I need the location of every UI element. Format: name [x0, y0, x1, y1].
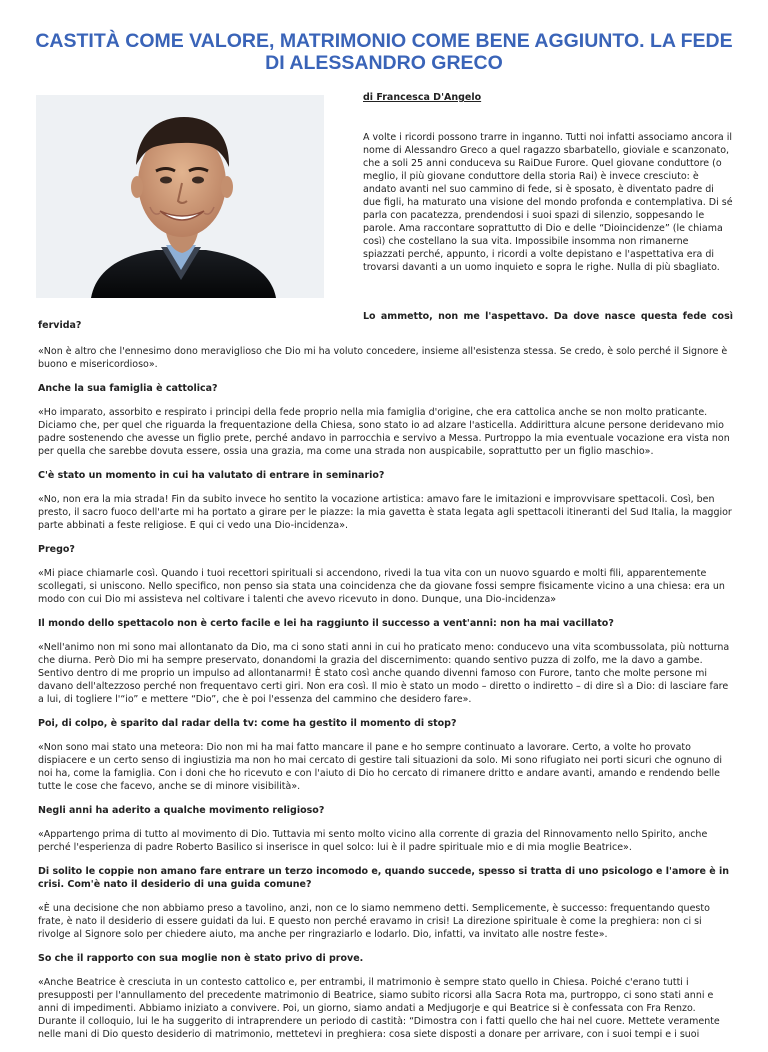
interview-answer: «Anche Beatrice è cresciuta in un contesto cattolico e, per entrambi, il matrimonio è sempre stato quello in Chiesa. Poiché c'erano tutti i presupposti per l'annullamento del precedente matrimonio di Beatrice, siamo subito ricorsi alla Sacra Rota ma, purtroppo, ci sono stati anni e anni di impedimenti. Abbiamo iniziato a convivere. Poi, un giorno, siamo andati a Medjugorje e qui Beatrice si è confessata con Fra Renzo. Durante il colloquio, lui le ha suggerito di intraprendere un periodo di castità: “Dimostra con i fatti quello che hai nel cuore. Mettete veramente nelle mani di Dio questo desiderio di matrimonio, mettetevi in preghiera: cosa siete disposti a donare per arrivare, con i suoi tempi e i suoi [38, 977, 720, 1040]
byline: di Francesca D'Angelo [363, 92, 482, 103]
interview-body [38, 345, 732, 1052]
interview-answer: «Non è altro che l'ennesimo dono meraviglioso che Dio mi ha voluto concedere, insieme all'esistenza stessa. Se credo, è solo perché il Signore è buono e misericordioso». [38, 346, 728, 370]
interview-answer: «Mi piace chiamarle così. Quando i tuoi recettori spirituali si accendono, rivedi la tua vita con un nuovo sguardo e molti fili, apparentemente scollegati, si uniscono. Nello specifico, non penso sia stata una coincidenza che da giovane fossi sempre fisicamente vicino a una chiesa: era un modo con cui Dio mi assisteva nel coltivare i talenti che avevo ricevuto in dono. Dunque, una Dio-incidenza» [38, 568, 725, 605]
interview-question: C'è stato un momento in cui ha valutato di entrare in seminario? [38, 470, 385, 481]
interview-question: So che il rapporto con sua moglie non è stato privo di prove. [38, 953, 364, 964]
intro-paragraph: A volte i ricordi possono trarre in inganno. Tutti noi infatti associamo ancora il nome di Alessandro Greco a quel ragazzo sbarbatello, gioviale e scanzonato, che a soli 25 anni conduceva su RaiDue Furore. Quel giovane conduttore (o meglio, il più giovane conduttore della storia Rai) è invece cresciuto: è andato avanti nel suo cammino di fede, si è sposato, è diventato padre di due figli, ha maturato una visione del mondo profonda e contemplativa. Di sé parla con pacatezza, prendendosi i suoi spazi di silenzio, soppesando le parole. Ama raccontare soprattutto di Dio e delle “Dioincidenze” (le chiama così) che costellano la sua vita. Impossibile insomma non rimanerne spiazzati perché, appunto, i ricordi a volte depistano e l'aspettativa era di trovarsi davanti a un uomo inquieto e sopra le righe. Nulla di più sbagliato. [363, 132, 733, 273]
first-question-line: Lo ammetto, non me l'aspettavo. Da dove nasce questa fede così [363, 311, 733, 322]
interview-question: Poi, di colpo, è sparito dal radar della tv: come ha gestito il momento di stop? [38, 718, 457, 729]
interview-answer: «No, non era la mia strada! Fin da subito invece ho sentito la vocazione artistica: amavo fare le imitazioni e improvvisare spettacoli. Così, ben presto, il sacro fuoco dell'arte mi ha portato a girare per le piazze: la mia gavetta è stata legata agli spettacoli itineranti del Sud Italia, la maggior parte abbinati a feste religiose. E qui ci vedo una Dio-incidenza». [38, 494, 732, 531]
article-title: CASTITÀ COME VALORE, MATRIMONIO COME BENE AGGIUNTO. LA FEDE DI ALESSANDRO GRECO [35, 30, 733, 74]
interview-question: Negli anni ha aderito a qualche movimento religioso? [38, 805, 325, 816]
interview-answer: «È una decisione che non abbiamo preso a tavolino, anzi, non ce lo siamo nemmeno detti. Semplicemente, è successo: frequentando questo frate, è nato il desiderio di essere guidati da lui. E questo non perché eravamo in crisi! La direzione spirituale è come la preghiera: non ci si rivolge al Signore solo per chiedere aiuto, ma anche per ringraziarlo e lodarlo. Dio, infatti, va invitato alle nostre feste». [38, 903, 710, 940]
interview-answer: «Ho imparato, assorbito e respirato i principi della fede proprio nella mia famiglia d'origine, che era cattolica anche se non molto praticante. Diciamo che, per quel che riguarda la frequentazione della Chiesa, sono stato io ad alzare l'asticella. Addirittura alcune persone deridevano mio padre sostenendo che avesse un figlio prete, perché andavo in parrocchia e servivo a Messa. Purtroppo la mia eventuale vocazione era vista non per quella che sarebbe dovuta essere, ossia una grazia, ma come una strada non auspicabile, soprattutto per un figlio maschio». [38, 407, 730, 457]
interview-answer: «Non sono mai stato una meteora: Dio non mi ha mai fatto mancare il pane e ho sempre continuato a lavorare. Certo, a volte ho provato dispiacere e un certo senso di ingiustizia ma non ho mai cercato di gestire tali situazioni da solo. Mi sono rifugiato nei porti sicuri che ognuno di noi ha, come la famiglia. Con i doni che ho ricevuto e con l'aiuto di Dio ho cercato di rimanere dritto e andare avanti, amando e rendendo belle tutte le cose che facevo, anche se di minore visibilità». [38, 742, 723, 792]
interview-question: Prego? [38, 544, 75, 555]
interview-answer: «Nell'animo non mi sono mai allontanato da Dio, ma ci sono stati anni in cui ho praticato meno: conducevo una vita scombussolata, più notturna che diurna. Però Dio mi ha sempre preservato, donandomi la grazia del discernimento: quando sentivo puzza di zolfo, me la davo a gambe. Sentivo dentro di me proprio un impulso ad allontanarmi! È stato così anche quando divenni famoso con Furore, tanto che molte persone mi davano dell'altezzoso perché non frequentavo certi giri. Non era così. Il mio è stato un modo – diretto o indiretto – di dire sì a Dio: di lasciare fare a lui, di togliere l'“io” e mettere “Dio”, che è poi l'essenza del cammino che desidero fare». [38, 642, 730, 705]
portrait-illustration [36, 95, 324, 298]
interview-question: Il mondo dello spettacolo non è certo facile e lei ha raggiunto il successo a vent'anni: non ha mai vacillato? [38, 618, 614, 629]
interview-question: Di solito le coppie non amano fare entrare un terzo incomodo e, quando succede, spesso si tratta di uno psicologo e l'amore è in crisi. Com'è nato il desiderio di una guida comune? [38, 866, 730, 890]
portrait-photo [36, 95, 324, 298]
first-question-continuation: fervida? [38, 320, 82, 331]
interview-question: Anche la sua famiglia è cattolica? [38, 383, 218, 394]
interview-answer: «Appartengo prima di tutto al movimento di Dio. Tuttavia mi sento molto vicino alla corrente di grazia del Rinnovamento nello Spirito, anche perché l'esperienza di padre Roberto Basilico si inserisce in quel solco: lui è il padre spirituale mio e di mia moglie Beatrice». [38, 829, 708, 853]
